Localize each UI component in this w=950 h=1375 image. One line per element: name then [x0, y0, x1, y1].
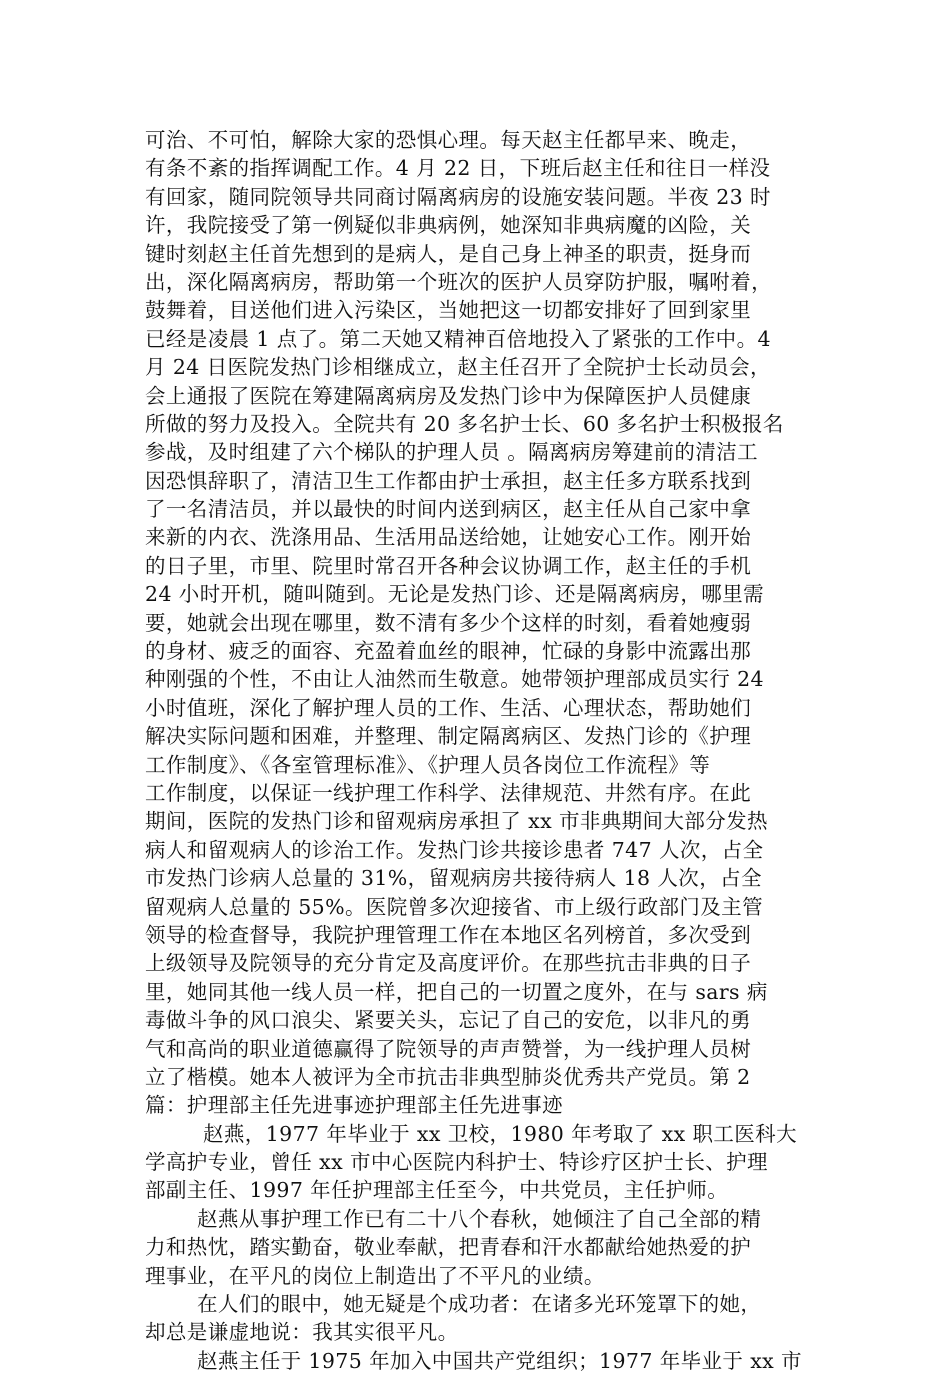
- text-line: 有条不紊的指挥调配工作。4 月 22 日，下班后赵主任和往日一样没: [145, 156, 771, 181]
- text-line: 却总是谦虚地说：我其实很平凡。: [145, 1320, 459, 1345]
- paragraph-first-line: 在人们的眼中，她无疑是个成功者：在诸多光环笼罩下的她，: [197, 1292, 762, 1317]
- text-line: 工作制度》、《各室管理标准》、《护理人员各岗位工作流程》等: [145, 752, 711, 777]
- text-line: 了一名清洁员，并以最快的时间内送到病区，赵主任从自己家中拿: [145, 497, 752, 522]
- section-heading-line: 篇：护理部主任先进事迹护理部主任先进事迹: [145, 1093, 563, 1118]
- text-line: 的身材、疲乏的面容、充盈着血丝的眼神，忙碌的身影中流露出那: [145, 639, 752, 664]
- paragraph-first-line: 赵燕从事护理工作已有二十八个春秋，她倾注了自己全部的精: [197, 1206, 762, 1231]
- text-line: 许，我院接受了第一例疑似非典病例，她深知非典病魔的凶险，关: [145, 213, 752, 238]
- text-line: 种刚强的个性，不由让人油然而生敬意。她带领护理部成员实行 24: [145, 667, 764, 692]
- text-line: 要，她就会出现在哪里，数不清有多少个这样的时刻，看着她瘦弱: [145, 610, 752, 635]
- text-line: 期间，医院的发热门诊和留观病房承担了 xx 市非典期间大部分发热: [145, 809, 768, 834]
- text-line: 可治、不可怕，解除大家的恐惧心理。每天赵主任都早来、晚走，: [145, 128, 752, 152]
- text-line: 的日子里，市里、院里时常召开各种会议协调工作，赵主任的手机: [145, 553, 752, 578]
- paragraph-first-line: 赵燕，1977 年毕业于 xx 卫校，1980 年考取了 xx 职工医科大: [203, 1121, 797, 1146]
- text-line: 解决实际问题和困难，并整理、制定隔离病区、发热门诊的《护理: [145, 724, 752, 749]
- text-line: 来新的内衣、洗涤用品、生活用品送给她，让她安心工作。刚开始: [145, 525, 752, 550]
- text-line: 所做的努力及投入。全院共有 20 多名护士长、60 多名护士积极报名: [145, 411, 784, 436]
- body-text: [145, 126, 813, 1375]
- text-line: 24 小时开机，随叫随到。无论是发热门诊、还是隔离病房，哪里需: [145, 582, 764, 607]
- text-line: 领导的检查督导，我院护理管理工作在本地区名列榜首，多次受到: [145, 922, 752, 947]
- text-line: 键时刻赵主任首先想到的是病人，是自己身上神圣的职责，挺身而: [145, 241, 752, 266]
- text-line: 气和高尚的职业道德赢得了院领导的声声赞誉，为一线护理人员树: [145, 1036, 752, 1061]
- paragraph-first-line: 赵燕主任于 1975 年加入中国共产党组织；1977 年毕业于 xx 市: [197, 1348, 802, 1373]
- text-line: 已经是凌晨 1 点了。第二天她又精神百倍地投入了紧张的工作中。4: [145, 326, 771, 351]
- text-line: 会上通报了医院在筹建隔离病房及发热门诊中为保障医护人员健康: [145, 383, 752, 408]
- text-line: 月 24 日医院发热门诊相继成立，赵主任召开了全院护士长动员会，: [145, 355, 771, 380]
- text-line: 有回家，随同院领导共同商讨隔离病房的设施安装问题。半夜 23 时: [145, 184, 771, 209]
- text-line: 立了楷模。她本人被评为全市抗击非典型肺炎优秀共产党员。第 2: [145, 1064, 751, 1089]
- text-line: 上级领导及院领导的充分肯定及高度评价。在那些抗击非典的日子: [145, 951, 752, 976]
- text-line: 出，深化隔离病房，帮助第一个班次的医护人员穿防护服，嘱咐着，: [145, 269, 772, 294]
- text-line: 因恐惧辞职了，清洁卫生工作都由护士承担，赵主任多方联系找到: [145, 468, 752, 493]
- text-line: 力和热忱，踏实勤奋，敬业奉献，把青春和汗水都献给她热爱的护: [145, 1235, 752, 1260]
- text-line: 参战，及时组建了六个梯队的护理人员 。隔离病房筹建前的清洁工: [145, 440, 759, 465]
- text-line: 市发热门诊病人总量的 31%，留观病房共接待病人 18 人次，占全: [145, 866, 762, 891]
- text-line: 毒做斗争的风口浪尖、紧要关头，忘记了自己的安危，以非凡的勇: [145, 1008, 752, 1033]
- text-line: 留观病人总量的 55%。医院曾多次迎接省、市上级行政部门及主管: [145, 894, 763, 919]
- text-line: 理事业，在平凡的岗位上制造出了不平凡的业绩。: [145, 1263, 605, 1288]
- text-line: 里，她同其他一线人员一样，把自己的一切置之度外，在与 sars 病: [145, 979, 768, 1004]
- text-line: 病人和留观病人的诊治工作。发热门诊共接诊患者 747 人次，占全: [145, 837, 764, 862]
- text-line: 学高护专业，曾任 xx 市中心医院内科护士、特诊疗区护士长、护理: [145, 1150, 768, 1175]
- text-line: 小时值班，深化了解护理人员的工作、生活、心理状态，帮助她们: [145, 695, 752, 720]
- text-line: 鼓舞着，目送他们进入污染区，当她把这一切都安排好了回到家里: [145, 298, 752, 323]
- text-line: 工作制度，以保证一线护理工作科学、法律规范、井然有序。在此: [145, 780, 752, 805]
- text-line: 部副主任、1997 年任护理部主任至今，中共党员，主任护师。: [145, 1178, 729, 1203]
